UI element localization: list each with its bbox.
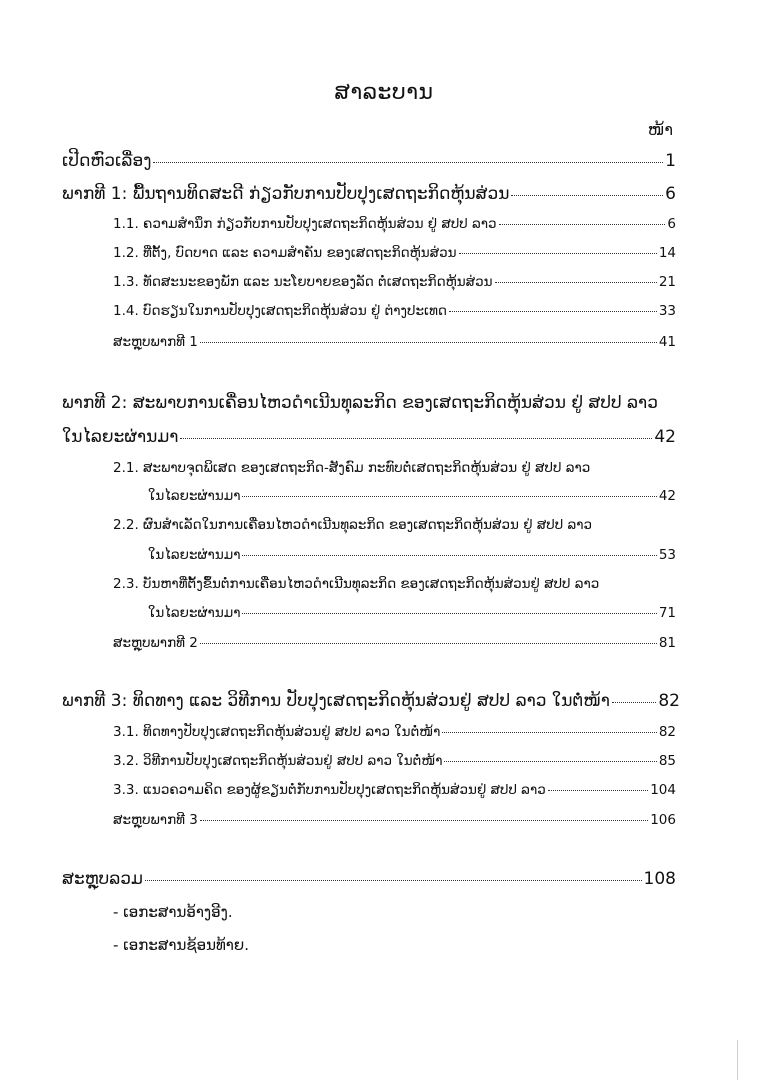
toc-entry-page: 82 — [658, 724, 676, 740]
toc-entry-3-1[interactable] — [113, 724, 676, 740]
dot-leader — [242, 613, 656, 614]
toc-entry-page: 6 — [667, 216, 676, 232]
toc-entry-2-3[interactable] — [148, 605, 676, 621]
toc-entry-2-2[interactable] — [148, 547, 676, 563]
toc-entry-text: 1.3. ທັດສະນະຂອງພັກ ແລະ ນະໂຍບາຍຂອງລັດ ຕໍ່ເສດຖະກິດຫຸ້ນສ່ວນ — [113, 274, 493, 290]
toc-entry-2-1-title[interactable]: 2.1. ສະພາບຈຸດພິເສດ ຂອງເສດຖະກິດ-ສັງຄົມ ກະທົບຕໍ່ເສດຖະກິດຫຸ້ນສ່ວນ ຢູ່ ສປປ ລາວ — [113, 460, 591, 476]
dot-leader — [442, 732, 656, 733]
toc-entry-1-3[interactable] — [113, 274, 676, 290]
page-column-label: ໜ້າ — [647, 120, 673, 139]
dot-leader — [444, 761, 656, 762]
toc-entry-page: 81 — [658, 635, 676, 651]
toc-entry-text: 3.3. ແນວຄວາມຄິດ ຂອງຜູ້ຂຽນຕໍ່ກັບການປັບປຸງເສດຖະກິດຫຸ້ນສ່ວນຢູ່ ສປປ ລາວ — [113, 782, 546, 798]
toc-entry-page: 85 — [658, 753, 676, 769]
toc-entry-introduction[interactable] — [62, 151, 676, 171]
toc-entry-text: ພາກທີ 3: ທິດທາງ ແລະ ວິທີການ ປັບປຸງເສດຖະກິດຫຸ້ນສ່ວນຢູ່ ສປປ ລາວ ໃນຕໍ່ໜ້າ — [62, 691, 610, 711]
toc-entry-page: 14 — [658, 245, 676, 261]
dot-leader — [511, 195, 663, 196]
toc-entry-text: 3.2. ວິທີການປັບປຸງເສດຖະກິດຫຸ້ນສ່ວນຢູ່ ສປປ ລາວ ໃນຕໍ່ໜ້າ — [113, 753, 443, 769]
toc-entry-text: ໃນໄລຍະຜ່ານມາ — [148, 488, 241, 504]
toc-entry-page: 53 — [658, 547, 676, 563]
toc-entry-text: ສະຫຼຸບພາກທີ 3 — [113, 812, 198, 828]
toc-entry-text: 3.1. ທິດທາງປັບປຸງເສດຖະກິດຫຸ້ນສ່ວນຢູ່ ສປປ ລາວ ໃນຕໍ່ໜ້າ — [113, 724, 441, 740]
toc-entry-text: 1.1. ຄວາມສຳນຶກ ກ່ຽວກັບການປັບປຸງເສດຖະກິດຫຸ້ນສ່ວນ ຢູ່ ສປປ ລາວ — [113, 216, 497, 232]
dot-leader — [242, 555, 656, 556]
toc-entry-summary-2[interactable] — [113, 635, 676, 651]
dot-leader — [449, 311, 657, 312]
toc-entry-text: ສະຫຼຸບພາກທີ 1 — [113, 334, 198, 350]
page-title: ສາລະບານ — [334, 80, 434, 105]
toc-entry-text: ເປີດຫົວເລື່ອງ — [62, 151, 152, 171]
toc-entry-2-1[interactable] — [148, 488, 676, 504]
toc-entry-text: ໃນໄລຍະຜ່ານມາ — [148, 547, 241, 563]
dot-leader — [180, 438, 652, 439]
toc-entry-part-1[interactable] — [62, 184, 676, 204]
dot-leader — [242, 496, 656, 497]
dot-leader — [200, 820, 648, 821]
toc-entry-summary-3[interactable] — [113, 812, 676, 828]
toc-entry-text: ພາກທີ 1: ພື້ນຖານທິດສະດີ ກ່ຽວກັບການປັບປຸງເສດຖະກິດຫຸ້ນສ່ວນ — [62, 184, 510, 204]
toc-entry-part-3[interactable] — [62, 691, 680, 711]
toc-entry-text: ສະຫຼຸບລວມ — [62, 869, 143, 889]
toc-entry-page: 104 — [650, 782, 676, 798]
toc-entry-annexes[interactable]: - ເອກະສານຊ້ອນທ້າຍ. — [113, 936, 249, 954]
toc-entry-page: 42 — [658, 488, 676, 504]
scan-edge-mark — [737, 1040, 738, 1080]
toc-entry-1-4[interactable] — [113, 303, 676, 319]
toc-entry-3-2[interactable] — [113, 753, 676, 769]
dot-leader — [495, 282, 657, 283]
toc-entry-2-3-title[interactable]: 2.3. ບັນຫາທີ່ຕັ້ງຂຶ້ນຕໍ່ການເຄື່ອນໄຫວດຳເນີນທຸລະກິດ ຂອງເສດຖະກິດຫຸ້ນສ່ວນຢູ່ ສປປ ລາວ — [113, 576, 600, 592]
toc-entry-3-3[interactable] — [113, 782, 676, 798]
dot-leader — [612, 702, 656, 703]
toc-entry-2-2-title[interactable]: 2.2. ຜົນສຳເລັດໃນການເຄື່ອນໄຫວດຳເນີນທຸລະກິດ ຂອງເສດຖະກິດຫຸ້ນສ່ວນ ຢູ່ ສປປ ລາວ — [113, 517, 593, 533]
dot-leader — [153, 162, 663, 163]
toc-entry-text: 1.2. ທີ່ຕັ້ງ, ບົດບາດ ແລະ ຄວາມສຳຄັນ ຂອງເສດຖະກິດຫຸ້ນສ່ວນ — [113, 245, 457, 261]
toc-entry-page: 33 — [658, 303, 676, 319]
dot-leader — [548, 790, 648, 791]
toc-entry-page: 82 — [658, 691, 680, 711]
toc-entry-summary-1[interactable] — [113, 334, 676, 350]
toc-entry-text: ສະຫຼຸບພາກທີ 2 — [113, 635, 198, 651]
toc-entry-page: 41 — [658, 334, 676, 350]
dot-leader — [459, 253, 657, 254]
toc-entry-part-2-title[interactable]: ພາກທີ 2: ສະພາບການເຄື່ອນໄຫວດຳເນີນທຸລະກິດ ຂອງເສດຖະກິດຫຸ້ນສ່ວນ ຢູ່ ສປປ ລາວ — [62, 393, 658, 413]
dot-leader — [499, 224, 666, 225]
toc-entry-1-2[interactable] — [113, 245, 676, 261]
toc-entry-1-1[interactable] — [113, 216, 676, 232]
toc-entry-text: ໃນໄລຍະຜ່ານມາ — [148, 605, 241, 621]
toc-entry-part-2[interactable] — [62, 427, 676, 447]
toc-entry-text: 1.4. ບົດຮຽນໃນການປັບປຸງເສດຖະກິດຫຸ້ນສ່ວນ ຢູ່ ຕ່າງປະເທດ — [113, 303, 447, 319]
toc-entry-text: ໃນໄລຍະຜ່ານມາ — [62, 427, 179, 447]
toc-entry-page: 1 — [665, 151, 676, 171]
dot-leader — [200, 342, 657, 343]
dot-leader — [145, 880, 642, 881]
toc-entry-page: 108 — [643, 869, 676, 889]
dot-leader — [200, 643, 657, 644]
toc-entry-page: 6 — [665, 184, 676, 204]
toc-entry-page: 106 — [650, 812, 676, 828]
toc-entry-page: 71 — [658, 605, 676, 621]
toc-entry-references[interactable]: - ເອກະສານອ້າງອີງ. — [113, 903, 233, 921]
toc-entry-conclusion[interactable] — [62, 869, 676, 889]
toc-entry-page: 42 — [654, 427, 676, 447]
toc-entry-page: 21 — [658, 274, 676, 290]
